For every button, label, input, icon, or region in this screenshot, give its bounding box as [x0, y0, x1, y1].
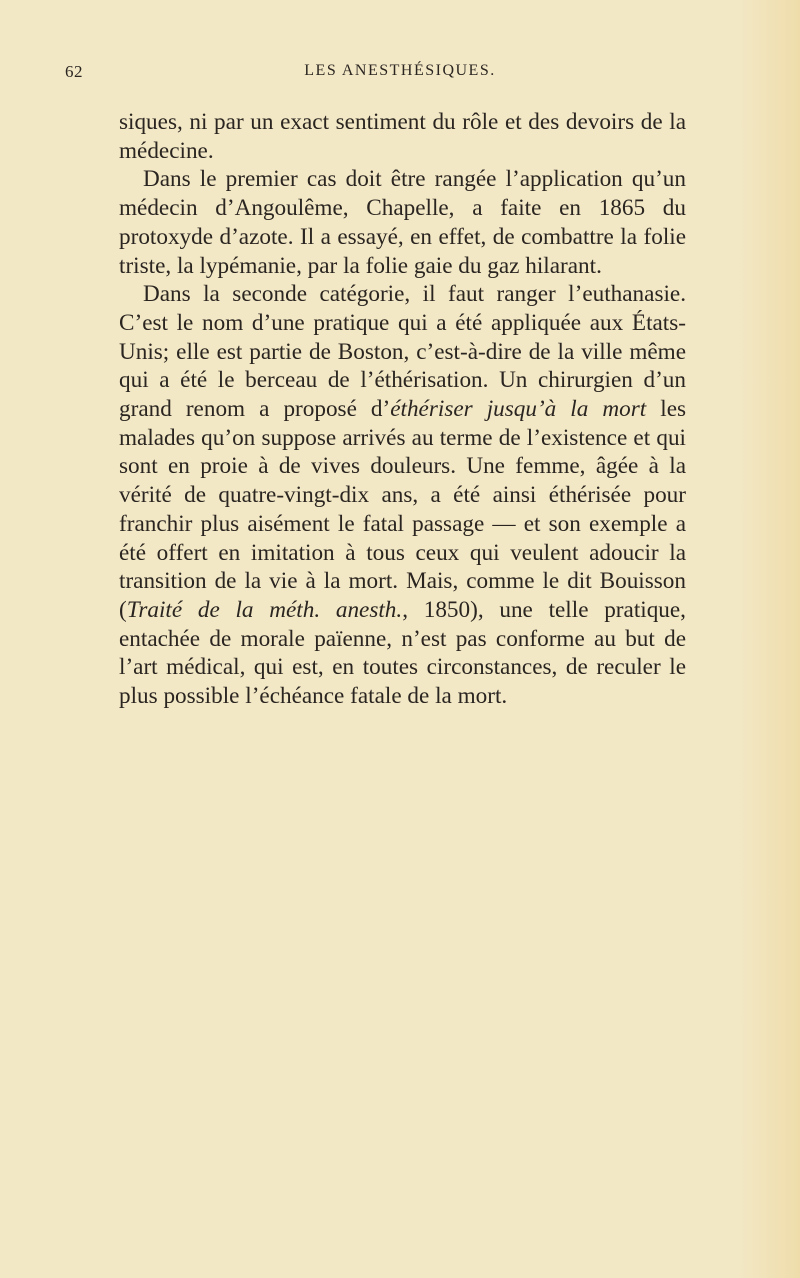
running-head	[0, 62, 800, 86]
paragraph-3-part-b: les malades qu’on suppose arrivés au terme de l’existence et qui sont en proie à de vives douleurs. Une femme, âgée à la vérité de quatre-vingt-dix ans, a été ainsi éthérisée pour franchir plus aisément le fatal passage — et son exemple a été offert en imitation à tous ceux qui veulent adoucir la transition de la vie à la mort. Mais, comme le dit Bouisson (	[119, 396, 687, 623]
paragraph-3-part-a: Dans la seconde catégorie, il faut ranger l’euthanasie. C’est le nom d’une pratique qui a été appliquée aux États-Unis; elle est partie de Boston, c’est-à-dire de la ville même qui a été le berceau de l’éthérisation. Un chirurgien d’un grand renom a proposé d’	[119, 281, 686, 423]
paragraph-1: siques, ni par un exact sentiment du rôle et des devoirs de la médecine.	[119, 109, 686, 164]
paragraph-2: Dans le premier cas doit être rangée l’application qu’un médecin d’Angoulême, Chapelle, a faite en 1865 du protoxyde d’azote. Il a essayé, en effet, de combattre la folie triste, la lypémanie, par la folie gaie du gaz hilarant.	[119, 166, 686, 279]
running-title: LES ANESTHÉSIQUES.	[304, 62, 496, 79]
paragraph-3-part-c: , 1850), une telle pratique, entachée de morale païenne, n’est pas conforme au but de l’art médical, qui est, en toutes circonstances, de reculer le plus possible l’échéance fatale de la mort.	[119, 596, 686, 710]
paragraph-3	[119, 280, 686, 711]
italic-citation: Traité de la méth. anesth.	[126, 596, 403, 623]
italic-phrase: éthériser jusqu’à la mort	[390, 396, 647, 423]
page-number: 62	[65, 62, 83, 81]
body-text	[119, 108, 686, 711]
